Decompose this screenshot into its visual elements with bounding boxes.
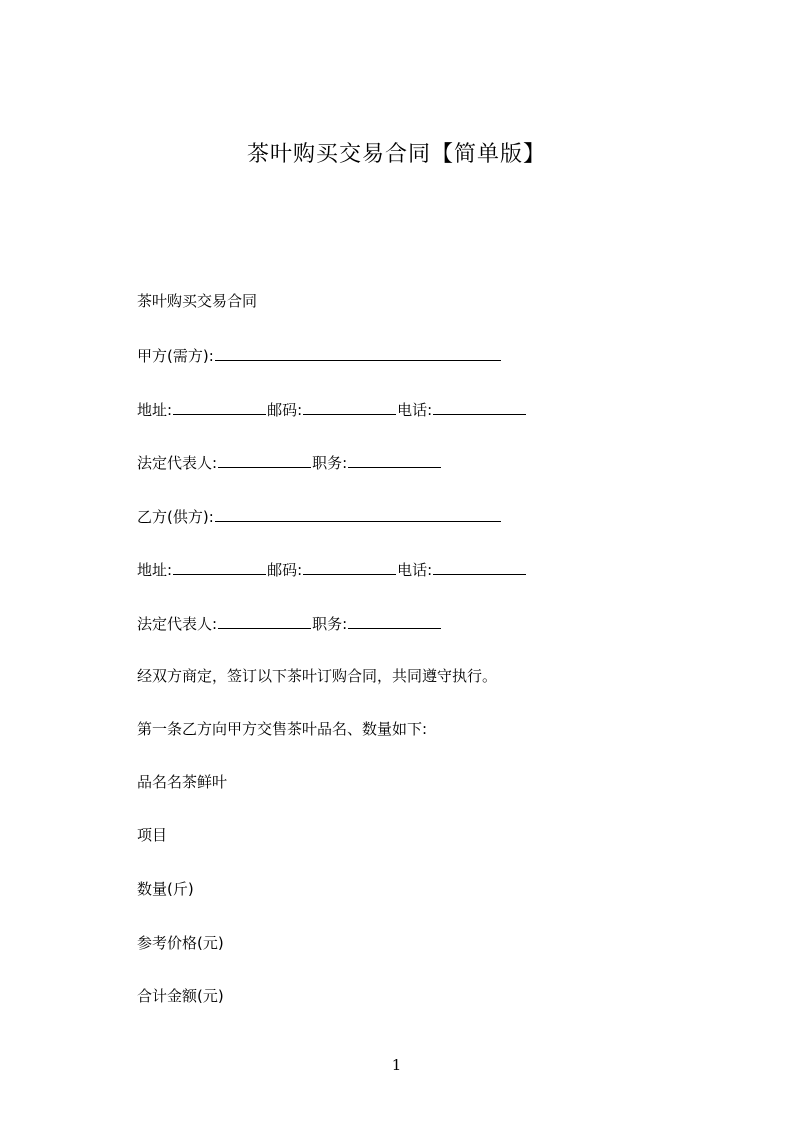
party-b-rep-blank	[218, 613, 311, 629]
party-a-position-blank	[348, 452, 441, 468]
ref-price-label: 参考价格(元)	[137, 934, 224, 952]
party-b-postcode-label: 邮码:	[267, 561, 303, 579]
quantity-label: 数量(斤)	[137, 880, 194, 898]
party-b-blank	[215, 506, 501, 522]
party-b-address-blank	[173, 559, 266, 575]
total-label: 合计金额(元)	[137, 987, 224, 1005]
party-b-label: 乙方(供方):	[137, 508, 214, 526]
party-a-rep-blank	[218, 452, 311, 468]
party-a-rep-line	[137, 452, 442, 473]
party-a-postcode-blank	[303, 399, 396, 415]
party-b-contact-line	[137, 559, 527, 580]
party-a-position-label: 职务:	[312, 454, 348, 472]
party-b-phone-label: 电话:	[397, 561, 433, 579]
page-number: 1	[391, 1056, 402, 1074]
party-a-address-label: 地址:	[137, 401, 173, 419]
party-b-rep-label: 法定代表人:	[137, 615, 218, 633]
product-name: 品名名茶鲜叶	[137, 773, 228, 791]
intro-paragraph: 经双方商定，签订以下茶叶订购合同，共同遵守执行。	[137, 667, 498, 685]
party-b-address-label: 地址:	[137, 561, 173, 579]
party-a-postcode-label: 邮码:	[267, 401, 303, 419]
party-a-line	[137, 345, 502, 366]
party-a-phone-blank	[433, 399, 526, 415]
party-a-address-blank	[173, 399, 266, 415]
item-label: 项目	[137, 826, 168, 844]
document-title: 茶叶购买交易合同【简单版】	[246, 142, 546, 167]
party-b-phone-blank	[433, 559, 526, 575]
party-b-line	[137, 506, 502, 527]
party-a-phone-label: 电话:	[397, 401, 433, 419]
party-a-label: 甲方(需方):	[137, 347, 214, 365]
party-b-rep-line	[137, 613, 442, 634]
party-a-rep-label: 法定代表人:	[137, 454, 218, 472]
article-1: 第一条乙方向甲方交售茶叶品名、数量如下:	[137, 720, 428, 738]
party-a-contact-line	[137, 399, 527, 420]
contract-heading: 茶叶购买交易合同	[137, 292, 258, 310]
party-b-postcode-blank	[303, 559, 396, 575]
party-b-position-blank	[348, 613, 441, 629]
party-a-blank	[215, 345, 501, 361]
party-b-position-label: 职务:	[312, 615, 348, 633]
